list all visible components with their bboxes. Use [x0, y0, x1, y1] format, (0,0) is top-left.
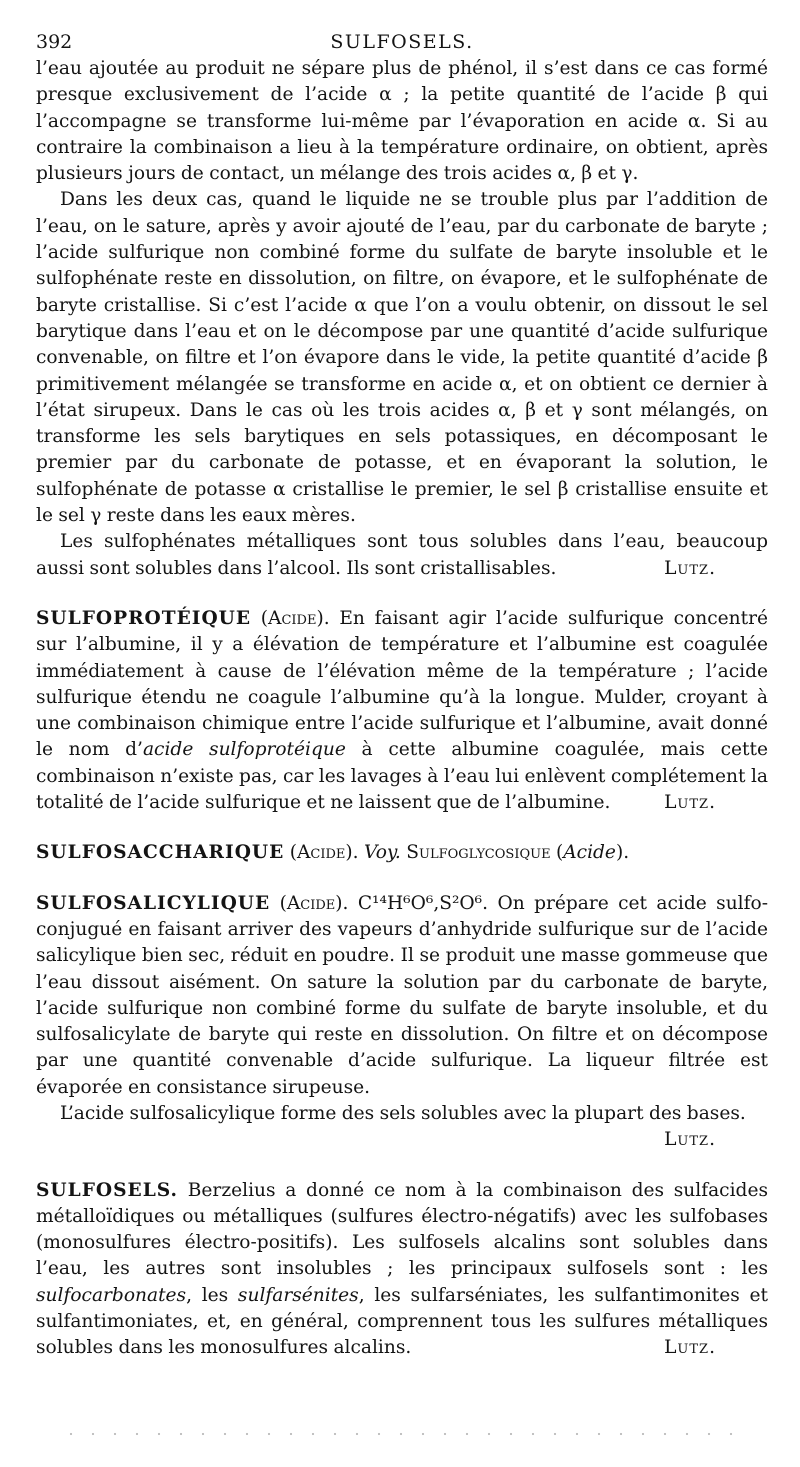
entry-sulfosalicylique	[36, 891, 768, 1154]
entry-qualifier: (Acide).	[260, 607, 330, 629]
paragraph	[36, 1178, 768, 1362]
author-signature: Lutz.	[664, 1129, 716, 1151]
paragraph	[36, 529, 768, 582]
author-signature: Lutz.	[664, 557, 716, 579]
page-number: 392	[36, 31, 73, 53]
entry-text: à cette albumine coagulée, mais cette combinaison n’existe pas, car les lavages à l’eau lui enlèvent complétement la totalité de l’acide sulfurique et ne laissent que de l’albumine.	[36, 739, 768, 814]
paragraph	[36, 606, 768, 816]
paragraph: SULFOSACCHARIQUE (Acide). Voy. Sulfoglycosique (Acide).	[36, 842, 630, 864]
entry-italic-term: sulfocarbonates	[36, 1284, 187, 1306]
paragraph	[36, 891, 768, 1101]
running-head: SULFOSELS.	[330, 31, 474, 53]
entry-text: , les sulfarséniates, les sulfantimonites et sulfantimoniates, et, en général, comprennent tous les sulfures métalliques solubles dans les monosulfures alcalins.	[36, 1284, 768, 1359]
entry-sulfosels	[36, 1178, 768, 1362]
entry-sulfosaccharique	[36, 840, 768, 866]
entry-headword: SULFOPROTÉIQUE	[36, 607, 252, 629]
entry-headword: SULFOSALICYLIQUE	[36, 892, 271, 914]
entry-sulfoproteique	[36, 606, 768, 816]
entry-text: En faisant agir l’acide sulfurique concentré sur l’albumine, il y a élévation de température et l’albumine est coagulée immédiatement à cause de l’élévation même de la température ; l’acide sulfurique étendu ne coagule l’albumine qu’à la longue. Mulder, croyant à une combinaison chimique entre l’acide sulfurique et l’albumine, avait donné le nom d’	[36, 607, 768, 761]
cross-reference-term: Sulfoglycosique	[406, 842, 551, 864]
book-page	[36, 28, 768, 1362]
entry-italic-term: sulfarsénites	[237, 1284, 359, 1306]
entry-sulfophenique-continuation	[36, 56, 768, 582]
page-bottom-bleed-through	[60, 1432, 740, 1436]
chemical-formula: C¹⁴H⁶O⁶,S²O⁶.	[357, 892, 489, 914]
author-signature: Lutz.	[664, 1337, 716, 1359]
cross-reference-voy: Voy.	[363, 842, 401, 864]
entry-qualifier: (Acide).	[289, 842, 359, 864]
paragraph: Dans les deux cas, quand le liquide ne se trouble plus par l’addition de l’eau, on le sature, après y avoir ajouté de l’eau, par du carbonate de baryte ; l’acide sulfurique non combiné forme du sulfate de baryte insoluble et le sulfophénate reste en dissolution, on filtre, on évapore, et le sulfophénate de baryte cristallise. Si c’est l’acide α que l’on a voulu obtenir, on dissout le sel barytique dans l’eau et on le décompose par une quantité d’acide sulfurique convenable, on filtre et l’on évapore dans le vide, la petite quantité d’acide β primitivement mélangée se transforme en acide α, et on obtient ce dernier à l’état sirupeux. Dans le cas où les trois acides α, β et γ sont mélangés, on transforme les sels barytiques en sels potassiques, en décomposant le premier par du carbonate de potasse, et en évaporant la solution, le sulfophénate de potasse α cristallise le premier, le sel β cristallise ensuite et le sel γ reste dans les eaux mères.	[36, 189, 768, 527]
entry-italic-term: acide sulfoprotéique	[142, 739, 346, 761]
paragraph: L’acide sulfosalicylique forme des sels solubles avec la plupart des bases.	[60, 1102, 746, 1124]
entry-text: On prépare cet acide sulfo-conjugué en faisant arriver des vapeurs d’anhydride sulfurique sur de l’acide salicylique bien sec, réduit en poudre. Il se produit une masse gommeuse que l’eau dissout aisément. On sature la solution par du carbonate de baryte, l’acide sulfurique non combiné forme du sulfate de baryte insoluble, et du sulfosalicylate de baryte qui reste en dissolution. On filtre et on décompose par une quantité convenable d’acide sulfurique. La liqueur filtrée est évaporée en consistance sirupeuse.	[36, 892, 768, 1098]
page-header	[36, 28, 768, 56]
author-signature: Lutz.	[664, 792, 716, 814]
entry-qualifier: (Acide).	[279, 892, 349, 914]
paragraph-text: Les sulfophénates métalliques sont tous solubles dans l’eau, beaucoup aussi sont solubles dans l’alcool. Ils sont cristallisables.	[36, 531, 768, 579]
page-body	[36, 56, 768, 1362]
entry-headword: SULFOSELS.	[36, 1179, 179, 1201]
cross-reference-qualifier: Acide	[563, 842, 616, 864]
entry-text: , les	[186, 1284, 238, 1306]
paragraph: l’eau ajoutée au produit ne sépare plus de phénol, il s’est dans ce cas formé presque exclusivement de l’acide α ; la petite quantité de l’acide β qui l’accompagne se transforme lui-même par l’évaporation en acide α. Si au contraire la combinaison a lieu à la température ordinaire, on obtient, après plusieurs jours de contact, un mélange des trois acides α, β et γ.	[36, 58, 768, 185]
entry-text: Berzelius a donné ce nom à la combinaison des sulfacides métalloïdiques ou métalliques (sulfures électro-négatifs) avec les sulfobases (monosulfures électro-positifs). Les sulfosels alcalins sont solubles dans l’eau, les autres sont insolubles ; les principaux sulfosels sont : les	[36, 1179, 768, 1280]
entry-headword: SULFOSACCHARIQUE	[36, 842, 285, 864]
